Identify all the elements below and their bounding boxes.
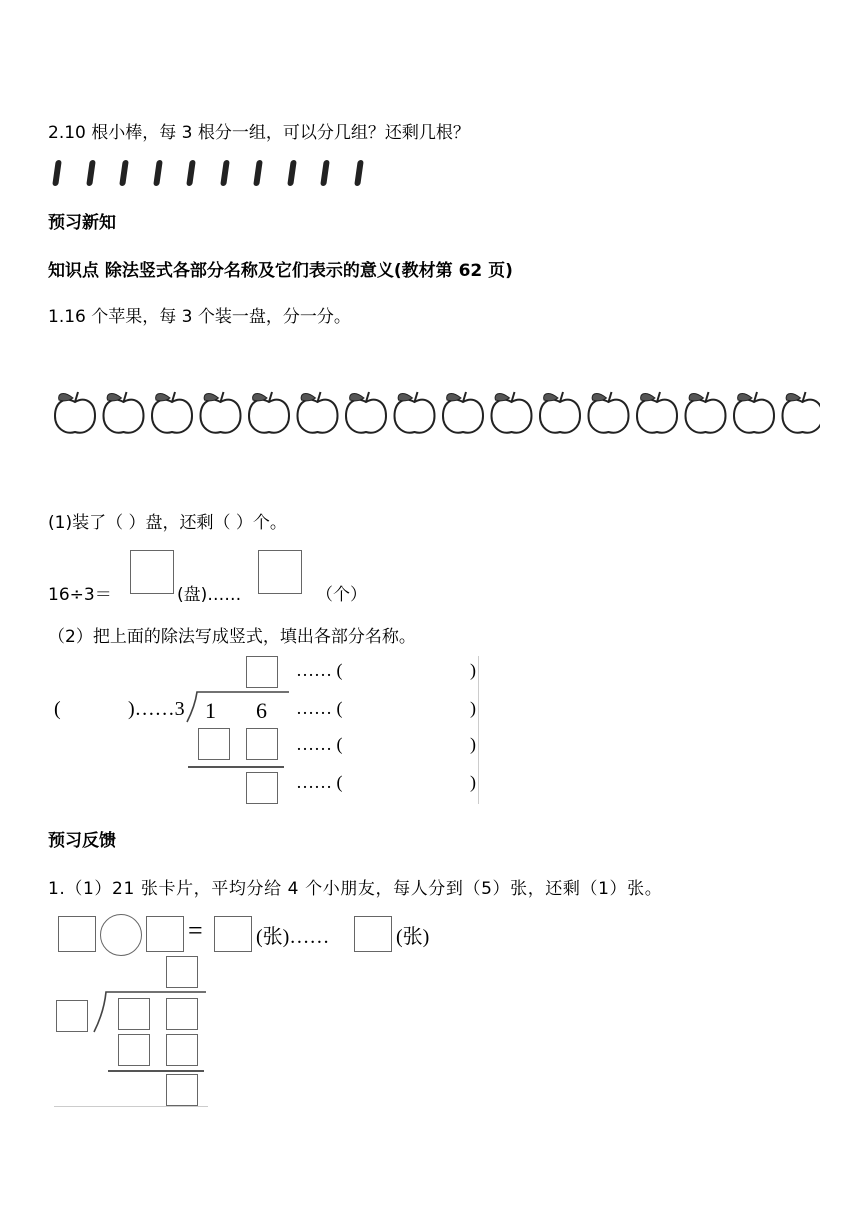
label-row-product: …… ( (296, 734, 343, 754)
unit-plate: (盘)…… (177, 585, 242, 605)
apple-icon (395, 392, 435, 433)
apple-icon (443, 392, 483, 433)
apple-icon (55, 392, 95, 433)
stick-icon (119, 160, 129, 186)
fb-product-box-1[interactable] (118, 1034, 150, 1066)
fb-remainder-box[interactable] (166, 1074, 198, 1106)
apple-icon (589, 392, 629, 433)
division-bracket (185, 690, 295, 724)
apple-icon (298, 392, 338, 433)
close-paren-2: ) (470, 698, 476, 718)
quotient-box[interactable] (246, 656, 278, 688)
apple-icon (152, 392, 192, 433)
product-box-1[interactable] (198, 728, 230, 760)
answer-box-remainder[interactable] (258, 550, 302, 594)
knowledge-point-heading: 知识点 除法竖式各部分名称及它们表示的意义(教材第 62 页) (48, 261, 513, 281)
section-title-preview: 预习新知 (48, 213, 116, 233)
close-paren-3: ) (470, 734, 476, 754)
feedback-question-1: 1.（1）21 张卡片，平均分给 4 个小朋友，每人分到（5）张，还剩（1）张。 (48, 879, 663, 899)
subtraction-line (188, 766, 284, 768)
label-row-dividend: …… ( (296, 698, 343, 718)
label-row-quotient: …… ( (296, 660, 343, 680)
fb-dividend-box-1[interactable] (118, 998, 150, 1030)
apple-icon (637, 392, 677, 433)
section-title-feedback: 预习反馈 (48, 831, 116, 851)
apple-icon (783, 392, 821, 433)
close-paren-4: ) (470, 772, 476, 792)
stick-icon (86, 160, 96, 186)
equation-left: 16÷3＝ (48, 585, 112, 605)
label-row-remainder: …… ( (296, 772, 343, 792)
apple-icon (346, 392, 386, 433)
close-paren-1: ) (470, 660, 476, 680)
fb-equals: = (188, 916, 203, 945)
apple-icon (201, 392, 241, 433)
fb-quotient-box[interactable] (166, 956, 198, 988)
stick-icon (186, 160, 196, 186)
fb-box-divisor[interactable] (146, 916, 184, 952)
unit-item: （个） (316, 585, 367, 605)
dividend-digit-6: 6 (256, 698, 267, 723)
apple-icon (104, 392, 144, 433)
fb-box-remainder[interactable] (354, 916, 392, 952)
apples-illustration (50, 388, 820, 442)
stick-icon (287, 160, 297, 186)
fb-operator-circle[interactable] (100, 914, 142, 956)
stick-icon (220, 160, 230, 186)
divisor-label: )……3 (128, 698, 185, 720)
stick-icon (320, 160, 330, 186)
answer-box-plates[interactable] (130, 550, 174, 594)
question-1-text: 1.16 个苹果，每 3 个装一盘，分一分。 (48, 307, 351, 327)
fb-box-quotient[interactable] (214, 916, 252, 952)
left-label-paren: ( (54, 698, 61, 720)
apple-icon (734, 392, 774, 433)
stick-icon (52, 160, 62, 186)
fb-subtraction-line (108, 1070, 204, 1072)
fb-bottom-edge (54, 1106, 208, 1107)
sub-question-1: (1)装了（ ）盘，还剩（ ）个。 (48, 513, 287, 533)
product-box-2[interactable] (246, 728, 278, 760)
stick-icon (354, 160, 364, 186)
apple-icon (686, 392, 726, 433)
diagram-right-edge (478, 656, 479, 804)
fb-dividend-box-2[interactable] (166, 998, 198, 1030)
stick-icon (153, 160, 163, 186)
apple-icon (249, 392, 289, 433)
question-2-text: 2.10 根小棒，每 3 根分一组，可以分几组？还剩几根？ (48, 123, 470, 143)
fb-box-dividend[interactable] (58, 916, 96, 952)
fb-divisor-box[interactable] (56, 1000, 88, 1032)
fb-unit-a: (张)…… (256, 926, 330, 948)
sub-question-2: （2）把上面的除法写成竖式，填出各部分名称。 (48, 627, 416, 647)
apple-icon (540, 392, 580, 433)
fb-product-box-2[interactable] (166, 1034, 198, 1066)
remainder-box[interactable] (246, 772, 278, 804)
apple-icon (492, 392, 532, 433)
stick-icon (253, 160, 263, 186)
dividend-digit-1: 1 (205, 698, 216, 723)
fb-unit-b: (张) (396, 926, 430, 948)
